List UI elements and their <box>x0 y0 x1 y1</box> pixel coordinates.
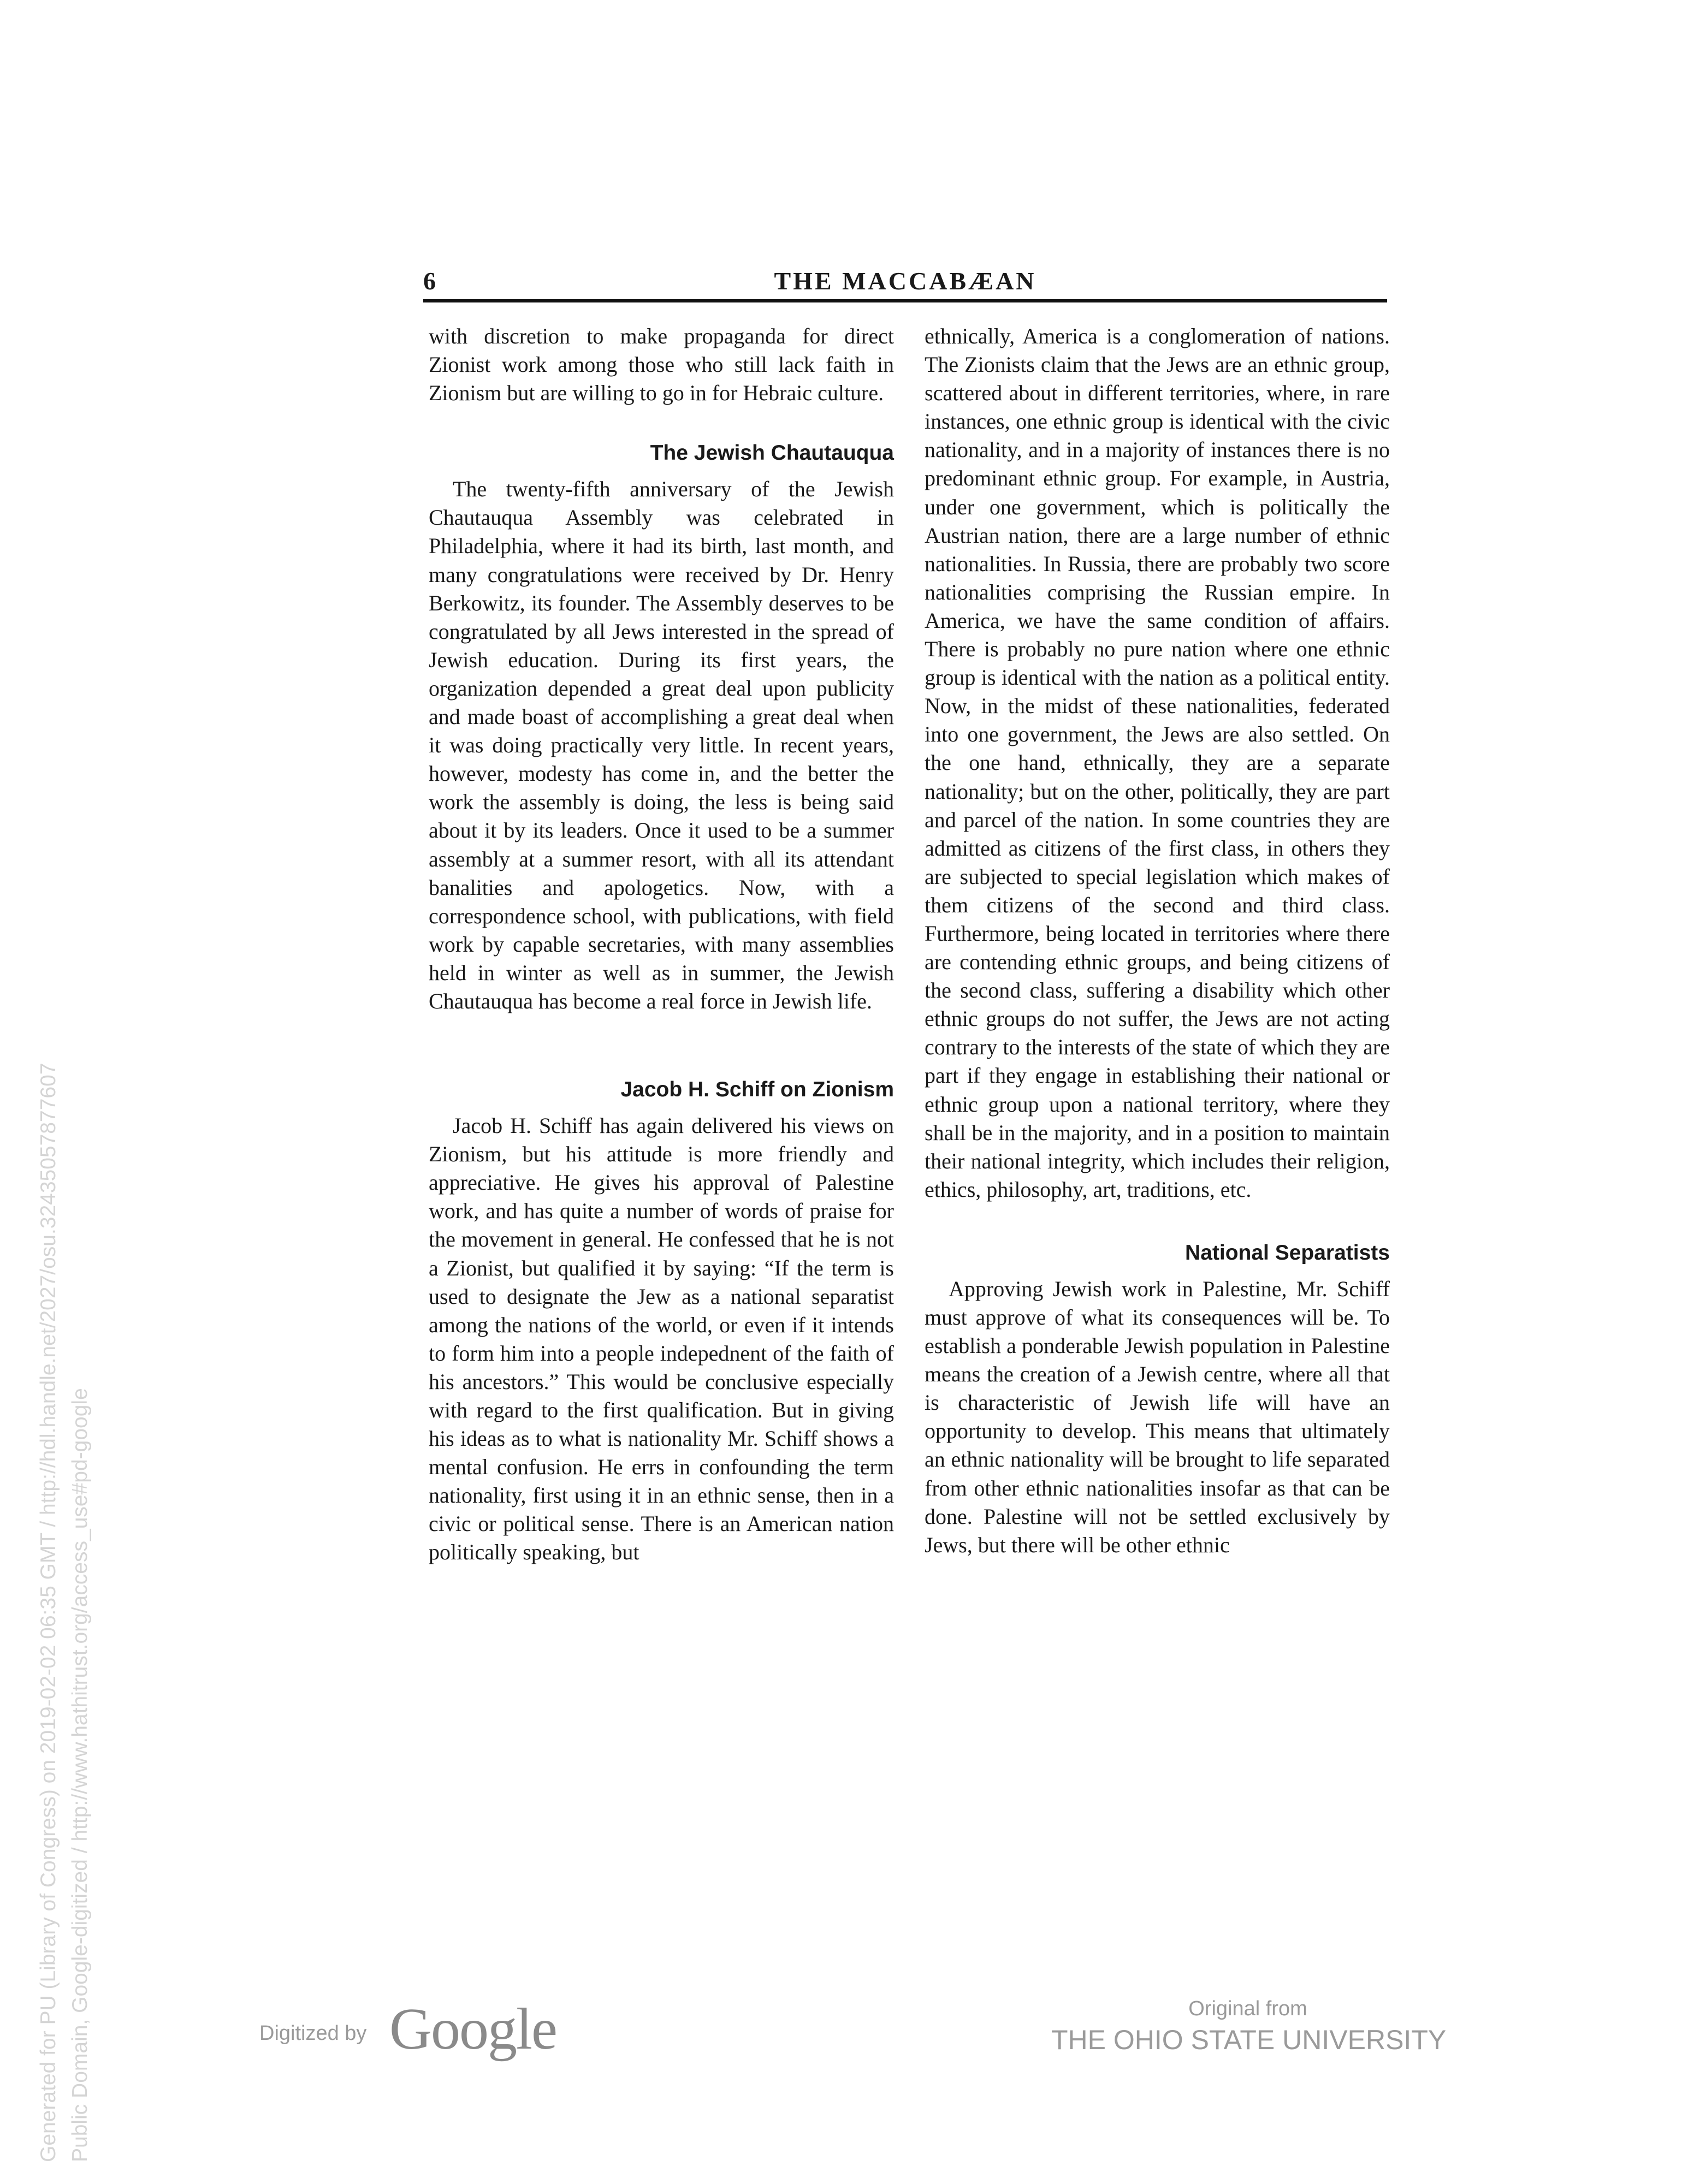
section-heading-national-separatists: National Separatists <box>1185 1241 1390 1265</box>
institution-name: THE OHIO STATE UNIVERSITY <box>1051 2025 1447 2055</box>
watermark-line-2: Public Domain, Google-digitized / http://www.hathitrust.org/access_use#pd-google <box>68 1388 92 2162</box>
header-rule <box>423 299 1387 302</box>
chautauqua-paragraph: The twenty-fifth anniversary of the Jewish Chautauqua Assembly was celebrated in Philadelphia, where it had its birth, last month, and many congratulations were received by Dr. Henry Berkowitz, its founder. The Assembly deserves to be congratulated by all Jews interested in the spread of Jewish education. During its first years, the organization depended a great deal upon publicity and made boast of accomplishing a great deal when it was doing practically very little. In recent years, however, modesty has come in, and the better the work the assembly is doing, the less is being said about it by its leaders. Once it used to be a summer assembly at a summer resort, with all its attendant banalities and apologetics. Now, with a correspondence school, with publications, with field work by capable secretaries, with many assemblies held in winter as well as in summer, the Jewish Chautauqua has become a real force in Jewish life. <box>429 477 894 1013</box>
page-header <box>423 266 1387 299</box>
hathitrust-watermark <box>33 1063 96 2162</box>
right-column <box>925 322 1390 1559</box>
original-from-label: Original from <box>1188 1997 1307 2020</box>
page-number: 6 <box>423 267 436 295</box>
watermark-line-1: Generated for PU (Library of Congress) on 2019-02-02 06:35 GMT / http://hdl.handle.net/2027/osu.32435057877607 <box>37 1063 60 2162</box>
continuation-paragraph: ethnically, America is a conglomeration of nations. The Zionists claim that the Jews are an ethnic group, scattered about in different territories, where, in rare instances, one ethnic group is identical with the civic nationality, and in a majority of instances there is no predominant ethnic group. For example, in Austria, under one government, which is politically the Austrian nation, there are a large number of ethnic nationalities. In Russia, there are probably two score nationalities comprising the Russian empire. In America, we have the same condition of affairs. There is probably no pure nation where one ethnic group is identical with the nation as a political entity. Now, in the midst of these nationalities, federated into one government, the Jews are also settled. On the one hand, ethnically, they are a separate nationality; but on the other, politically, they are part and parcel of the nation. In some countries they are admitted as citizens of the first class, in others they are subjected to special legislation which makes of them citizens of the second and third class. Furthermore, being located in territories where there are contending ethnic groups, and being citizens of the second class, suffering a disability which other ethnic groups do not suffer, the Jews are not acting contrary to the interests of the state of which they are part if they engage in establishing their national or ethnic group upon a national territory, where they shall be in the majority, and in a position to maintain their national integrity, which includes their religion, ethics, philosophy, art, traditions, etc. <box>925 324 1390 1202</box>
digitized-by-label: Digitized by <box>259 2022 367 2045</box>
google-logo: Google <box>389 1997 556 2062</box>
section-heading-schiff-on-zionism: Jacob H. Schiff on Zionism <box>620 1078 894 1102</box>
original-from-block <box>1051 1996 1447 2058</box>
running-title: THE MACCABÆAN <box>774 267 1037 295</box>
separatists-paragraph: Approving Jewish work in Palestine, Mr. Schiff must approve of what its consequences will be. To establish a ponderable Jewish population in Palestine means the creation of a Jewish centre, where all that is characteristic of Jewish life will have an opportunity to develop. This means that ultimately an ethnic nationality will be brought to life separated from other ethnic nationalities insofar as that can be done. Palestine will not be settled exclusively by Jews, but there will be other ethnic <box>925 1276 1390 1557</box>
section-heading-jewish-chautauqua: The Jewish Chautauqua <box>650 441 894 465</box>
intro-paragraph: with discretion to make propaganda for direct Zionist work among those who still lack faith in Zionism but are willing to go in for Hebraic culture. <box>429 324 894 406</box>
schiff-paragraph: Jacob H. Schiff has again delivered his views on Zionism, but his attitude is more friendly and appreciative. He gives his approval of Palestine work, and has quite a number of words of praise for the movement in general. He confessed that he is not a Zionist, but qualified it by saying: “If the term is used to designate the Jew as a national separatist among the nations of the world, or even if it intends to form him into a people indepednent of the faith of his ancestors.” This would be conclusive especially with regard to the first qualification. But in giving his ideas as to what is nationality Mr. Schiff shows a mental confusion. He errs in confounding the term nationality, first using it in an ethnic sense, then in a civic or political sense. There is an American nation politically speaking, but <box>429 1113 894 1565</box>
left-column <box>429 322 894 1567</box>
